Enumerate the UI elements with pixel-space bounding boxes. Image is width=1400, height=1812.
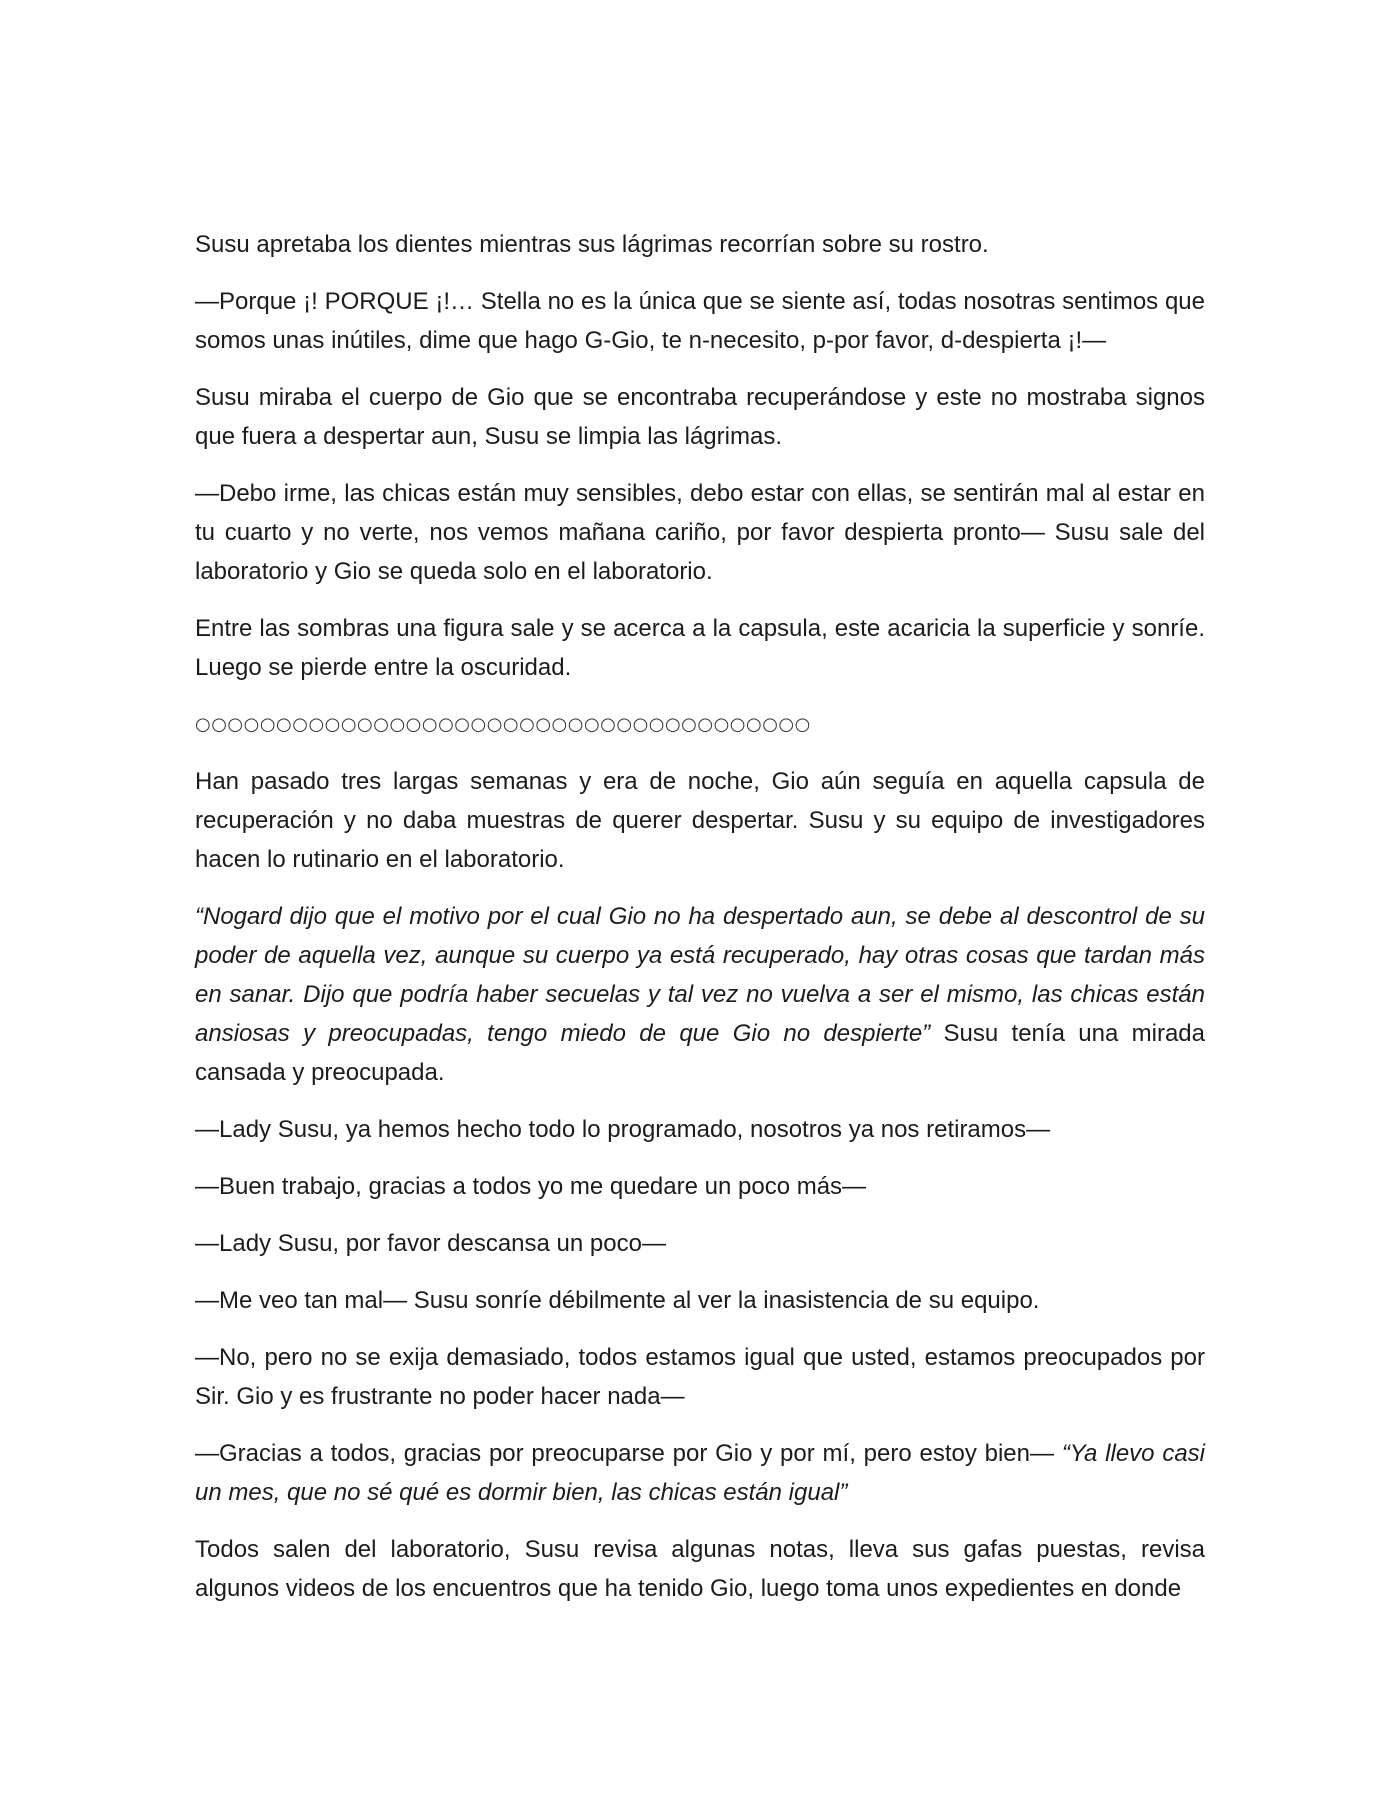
paragraph-11: —Me veo tan mal— Susu sonríe débilmente al ver la inasistencia de su equipo.	[195, 1287, 1040, 1314]
document-page	[195, 225, 1205, 1626]
paragraph-8: —Lady Susu, ya hemos hecho todo lo programado, nosotros ya nos retiramos—	[195, 1116, 1051, 1143]
paragraph-12: —No, pero no se exija demasiado, todos estamos igual que usted, estamos preocupados por Sir. Gio y es frustrante no poder hacer nada—	[195, 1344, 1205, 1410]
paragraph-2: —Porque ¡! PORQUE ¡!… Stella no es la única que se siente así, todas nosotras sentimos que somos unas inútiles, dime que hago G-Gio, te n-necesito, p-por favor, d-despierta ¡!—	[195, 288, 1205, 354]
paragraph-3: Susu miraba el cuerpo de Gio que se encontraba recuperándose y este no mostraba signos que fuera a despertar aun, Susu se limpia las lágrimas.	[195, 384, 1205, 450]
paragraph-13	[195, 1434, 1205, 1512]
paragraph-14: Todos salen del laboratorio, Susu revisa algunas notas, lleva sus gafas puestas, revisa algunos videos de los encuentros que ha tenido Gio, luego toma unos expedientes en donde	[195, 1536, 1205, 1602]
paragraph-4: —Debo irme, las chicas están muy sensibles, debo estar con ellas, se sentirán mal al estar en tu cuarto y no verte, nos vemos mañana cariño, por favor despierta pronto— Susu sale del laboratorio y Gio se queda solo en el laboratorio.	[195, 480, 1205, 585]
paragraph-7	[195, 897, 1205, 1092]
paragraph-10: —Lady Susu, por favor descansa un poco—	[195, 1230, 666, 1257]
paragraph-6: Han pasado tres largas semanas y era de noche, Gio aún seguía en aquella capsula de recuperación y no daba muestras de querer despertar. Susu y su equipo de investigadores hacen lo rutinario en el laboratorio.	[195, 768, 1205, 873]
paragraph-9: —Buen trabajo, gracias a todos yo me quedare un poco más—	[195, 1173, 867, 1200]
paragraph-7-narration: Susu tenía una mirada cansada y preocupada.	[195, 1020, 1205, 1086]
paragraph-5: Entre las sombras una figura sale y se acerca a la capsula, este acaricia la superficie y sonríe. Luego se pierde entre la oscuridad.	[195, 615, 1205, 681]
section-separator: ○○○○○○○○○○○○○○○○○○○○○○○○○○○○○○○○○○○○○○	[195, 714, 811, 735]
inner-thought-italic: “Nogard dijo que el motivo por el cual Gio no ha despertado aun, se debe al descontrol de su poder de aquella vez, aunque su cuerpo ya está recuperado, hay otras cosas que tardan más en sanar. Dijo que podría haber secuelas y tal vez no vuelva a ser el mismo, las chicas están ansiosas y preocupadas, tengo miedo de que Gio no despierte”	[195, 903, 1205, 1047]
inner-thought-italic-2: “Ya llevo casi un mes, que no sé qué es dormir bien, las chicas están igual”	[195, 1440, 1206, 1506]
paragraph-1: Susu apretaba los dientes mientras sus lágrimas recorrían sobre su rostro.	[195, 231, 989, 258]
paragraph-13-dialogue: —Gracias a todos, gracias por preocuparse por Gio y por mí, pero estoy bien—	[195, 1440, 1062, 1467]
